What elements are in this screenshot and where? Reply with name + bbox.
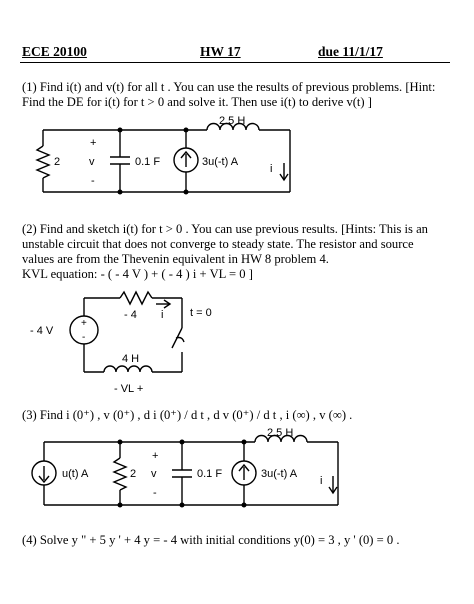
p1-resistor-label: 2 [54, 156, 61, 168]
p1-v-plus: + [90, 137, 97, 149]
p2-resistor-label: - 4 [124, 309, 137, 321]
course-title: ECE 20100 [22, 44, 87, 59]
p3-source1-label: u(t) A [62, 468, 89, 480]
p3-resistor-label: 2 [130, 468, 137, 480]
p2-vl-label: - VL + [114, 383, 144, 395]
problem-1-line-2: Find the DE for i(t) for t > 0 and solve it. Then use i(t) to derive v(t) ] [22, 95, 372, 109]
problem-1-line-1: (1) Find i(t) and v(t) for all t . You can use the results of previous problems. [Hint: [22, 80, 436, 94]
problem-2-line-1: (2) Find and sketch i(t) for t > 0 . You can use previous results. [Hints: This is an [22, 222, 428, 236]
p1-source-label: 3u(-t) A [202, 156, 239, 168]
problem-2-line-4: KVL equation: - ( - 4 V ) + ( - 4 ) i + VL = 0 ] [22, 267, 253, 281]
problem-3-text: (3) Find i (0⁺) , v (0⁺) , d i (0⁺) / d t , d v (0⁺) / d t , i (∞) , v (∞) . [22, 408, 353, 422]
p3-v-plus: + [152, 450, 159, 462]
p1-v-label: v [89, 156, 95, 168]
homework-title: HW 17 [200, 44, 241, 59]
p1-inductor-label: 2.5 H [219, 115, 246, 127]
p3-inductor-label: 2.5 H [267, 427, 294, 439]
p1-v-minus: - [91, 175, 95, 187]
p2-switch-label: t = 0 [190, 307, 212, 319]
p2-inductor-label: 4 H [122, 353, 140, 365]
p3-source2-label: 3u(-t) A [261, 468, 298, 480]
p1-i-label: i [270, 163, 273, 175]
header-rule [20, 62, 450, 63]
p2-source-plus: + [81, 318, 87, 329]
p1-capacitor-label: 0.1 F [135, 156, 161, 168]
p3-capacitor-label: 0.1 F [197, 468, 223, 480]
problem-2-line-3: values are from the Thevenin equivalent in HW 8 problem 4. [22, 252, 329, 266]
p2-source-label: - 4 V [30, 325, 54, 337]
p3-i-label: i [320, 475, 323, 487]
p2-source-minus: - [82, 332, 86, 343]
problem-4-text: (4) Solve y " + 5 y ' + 4 y = - 4 with initial conditions y(0) = 3 , y ' (0) = 0 . [22, 533, 400, 547]
p3-v-label: v [151, 468, 157, 480]
due-date: due 11/1/17 [318, 44, 383, 59]
problem-2-line-2: unstable circuit that does not converge to steady state. The resistor and source [22, 237, 414, 251]
p3-v-minus: - [153, 487, 157, 499]
p2-i-label: i [161, 309, 164, 321]
